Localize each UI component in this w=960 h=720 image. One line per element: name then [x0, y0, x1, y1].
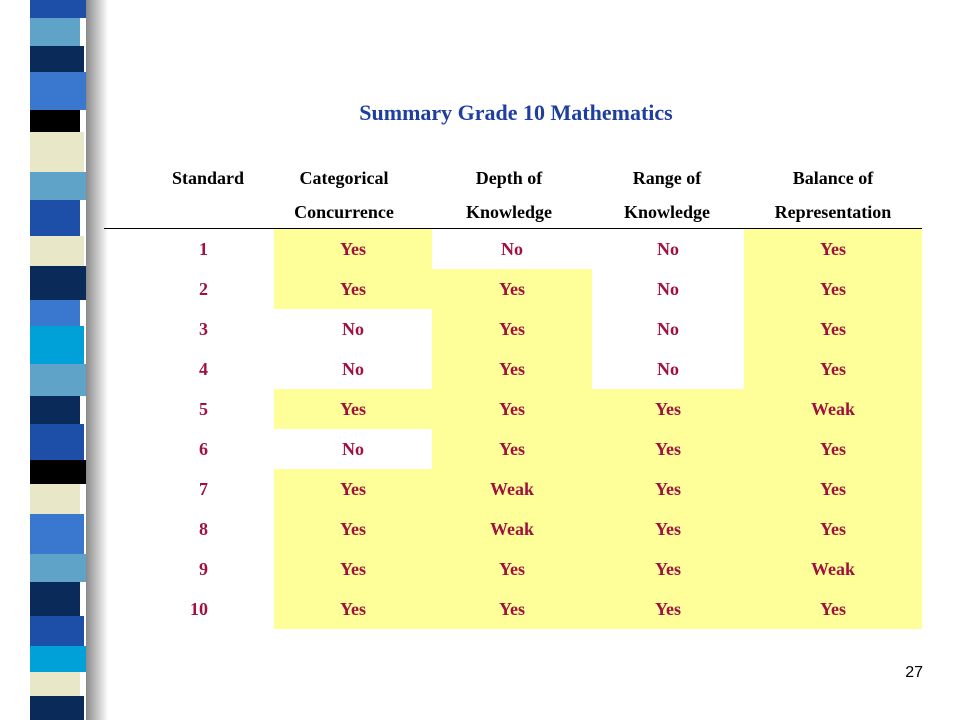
cell-value: Yes — [432, 269, 592, 309]
cell-value: Yes — [432, 309, 592, 349]
strip-block — [30, 554, 88, 582]
table-row — [104, 509, 922, 549]
cell-standard: 2 — [199, 279, 208, 299]
header-range-of-knowledge: Range of Knowledge — [623, 168, 710, 222]
header-categorical-concurrence: Categorical Concurrence — [294, 168, 394, 222]
cell-standard: 8 — [199, 519, 208, 539]
cell-standard: 10 — [190, 599, 208, 619]
cell-value: Yes — [274, 549, 432, 589]
cell-value: Yes — [432, 549, 592, 589]
table-row — [104, 429, 922, 469]
strip-block — [30, 646, 88, 672]
cell-value: Yes — [274, 269, 432, 309]
cell-value: No — [657, 319, 679, 339]
cell-value: Yes — [274, 509, 432, 549]
strip-block — [30, 582, 80, 616]
cell-value: Yes — [744, 469, 922, 509]
cell-value: Yes — [744, 349, 922, 389]
strip-block — [30, 326, 84, 364]
strip-block — [30, 132, 84, 172]
header-standard: Standard — [171, 168, 244, 188]
cell-value: No — [657, 279, 679, 299]
table-row — [104, 469, 922, 509]
cell-value: Yes — [744, 429, 922, 469]
table-row — [104, 349, 922, 389]
cell-value: Weak — [432, 509, 592, 549]
cell-value: No — [657, 359, 679, 379]
strip-block — [30, 616, 84, 646]
strip-block — [30, 696, 84, 720]
table-row — [104, 589, 922, 629]
cell-standard: 6 — [199, 439, 208, 459]
table-row — [104, 269, 922, 309]
cell-standard: 1 — [199, 239, 208, 259]
cell-value: Yes — [274, 389, 432, 429]
cell-value: Yes — [432, 389, 592, 429]
cell-value: Weak — [744, 549, 922, 589]
cell-value: Yes — [274, 589, 432, 629]
strip-block — [30, 0, 88, 18]
cell-value: No — [501, 239, 523, 259]
cell-value: Yes — [592, 429, 744, 469]
strip-block — [30, 300, 80, 326]
cell-value: Yes — [592, 549, 744, 589]
table-row — [104, 389, 922, 429]
cell-value: No — [342, 359, 364, 379]
table-row — [104, 229, 922, 269]
page-number: 27 — [905, 664, 923, 681]
cell-value: Yes — [274, 469, 432, 509]
cell-value: Yes — [432, 349, 592, 389]
strip-block — [30, 236, 84, 266]
cell-value: Yes — [744, 309, 922, 349]
strip-block — [30, 672, 80, 696]
summary-table — [104, 229, 922, 629]
cell-value: Yes — [744, 589, 922, 629]
cell-value: Yes — [592, 589, 744, 629]
strip-block — [30, 172, 88, 200]
cell-value: Yes — [592, 509, 744, 549]
strip-block — [30, 266, 88, 300]
cell-value: No — [342, 319, 364, 339]
strip-block — [30, 460, 88, 484]
table-row — [104, 309, 922, 349]
cell-value: Yes — [592, 389, 744, 429]
strip-block — [30, 424, 84, 460]
strip-block — [30, 46, 84, 72]
strip-block — [30, 514, 84, 554]
strip-block — [30, 396, 80, 424]
cell-value: No — [342, 439, 364, 459]
header-depth-of-knowledge: Depth of Knowledge — [465, 168, 552, 222]
cell-standard: 3 — [199, 319, 208, 339]
strip-block — [30, 484, 80, 514]
cell-value: Weak — [744, 389, 922, 429]
cell-standard: 4 — [199, 359, 208, 379]
cell-value: Weak — [432, 469, 592, 509]
cell-value: Yes — [744, 229, 922, 269]
cell-standard: 5 — [199, 399, 208, 419]
strip-block — [30, 18, 80, 46]
strip-block — [30, 200, 80, 236]
cell-standard: 9 — [199, 559, 208, 579]
table-row — [104, 549, 922, 589]
cell-value: No — [657, 239, 679, 259]
header-balance-of-representation: Balance of Representation — [774, 168, 892, 222]
cell-value: Yes — [744, 269, 922, 309]
cell-value: Yes — [432, 429, 592, 469]
cell-value: Yes — [592, 469, 744, 509]
cell-value: Yes — [744, 509, 922, 549]
strip-block — [30, 364, 88, 396]
cell-value: Yes — [274, 229, 432, 269]
cell-value: Yes — [432, 589, 592, 629]
table-header — [104, 158, 922, 229]
cell-standard: 7 — [199, 479, 208, 499]
page-title: Summary Grade 10 Mathematics — [359, 100, 673, 125]
